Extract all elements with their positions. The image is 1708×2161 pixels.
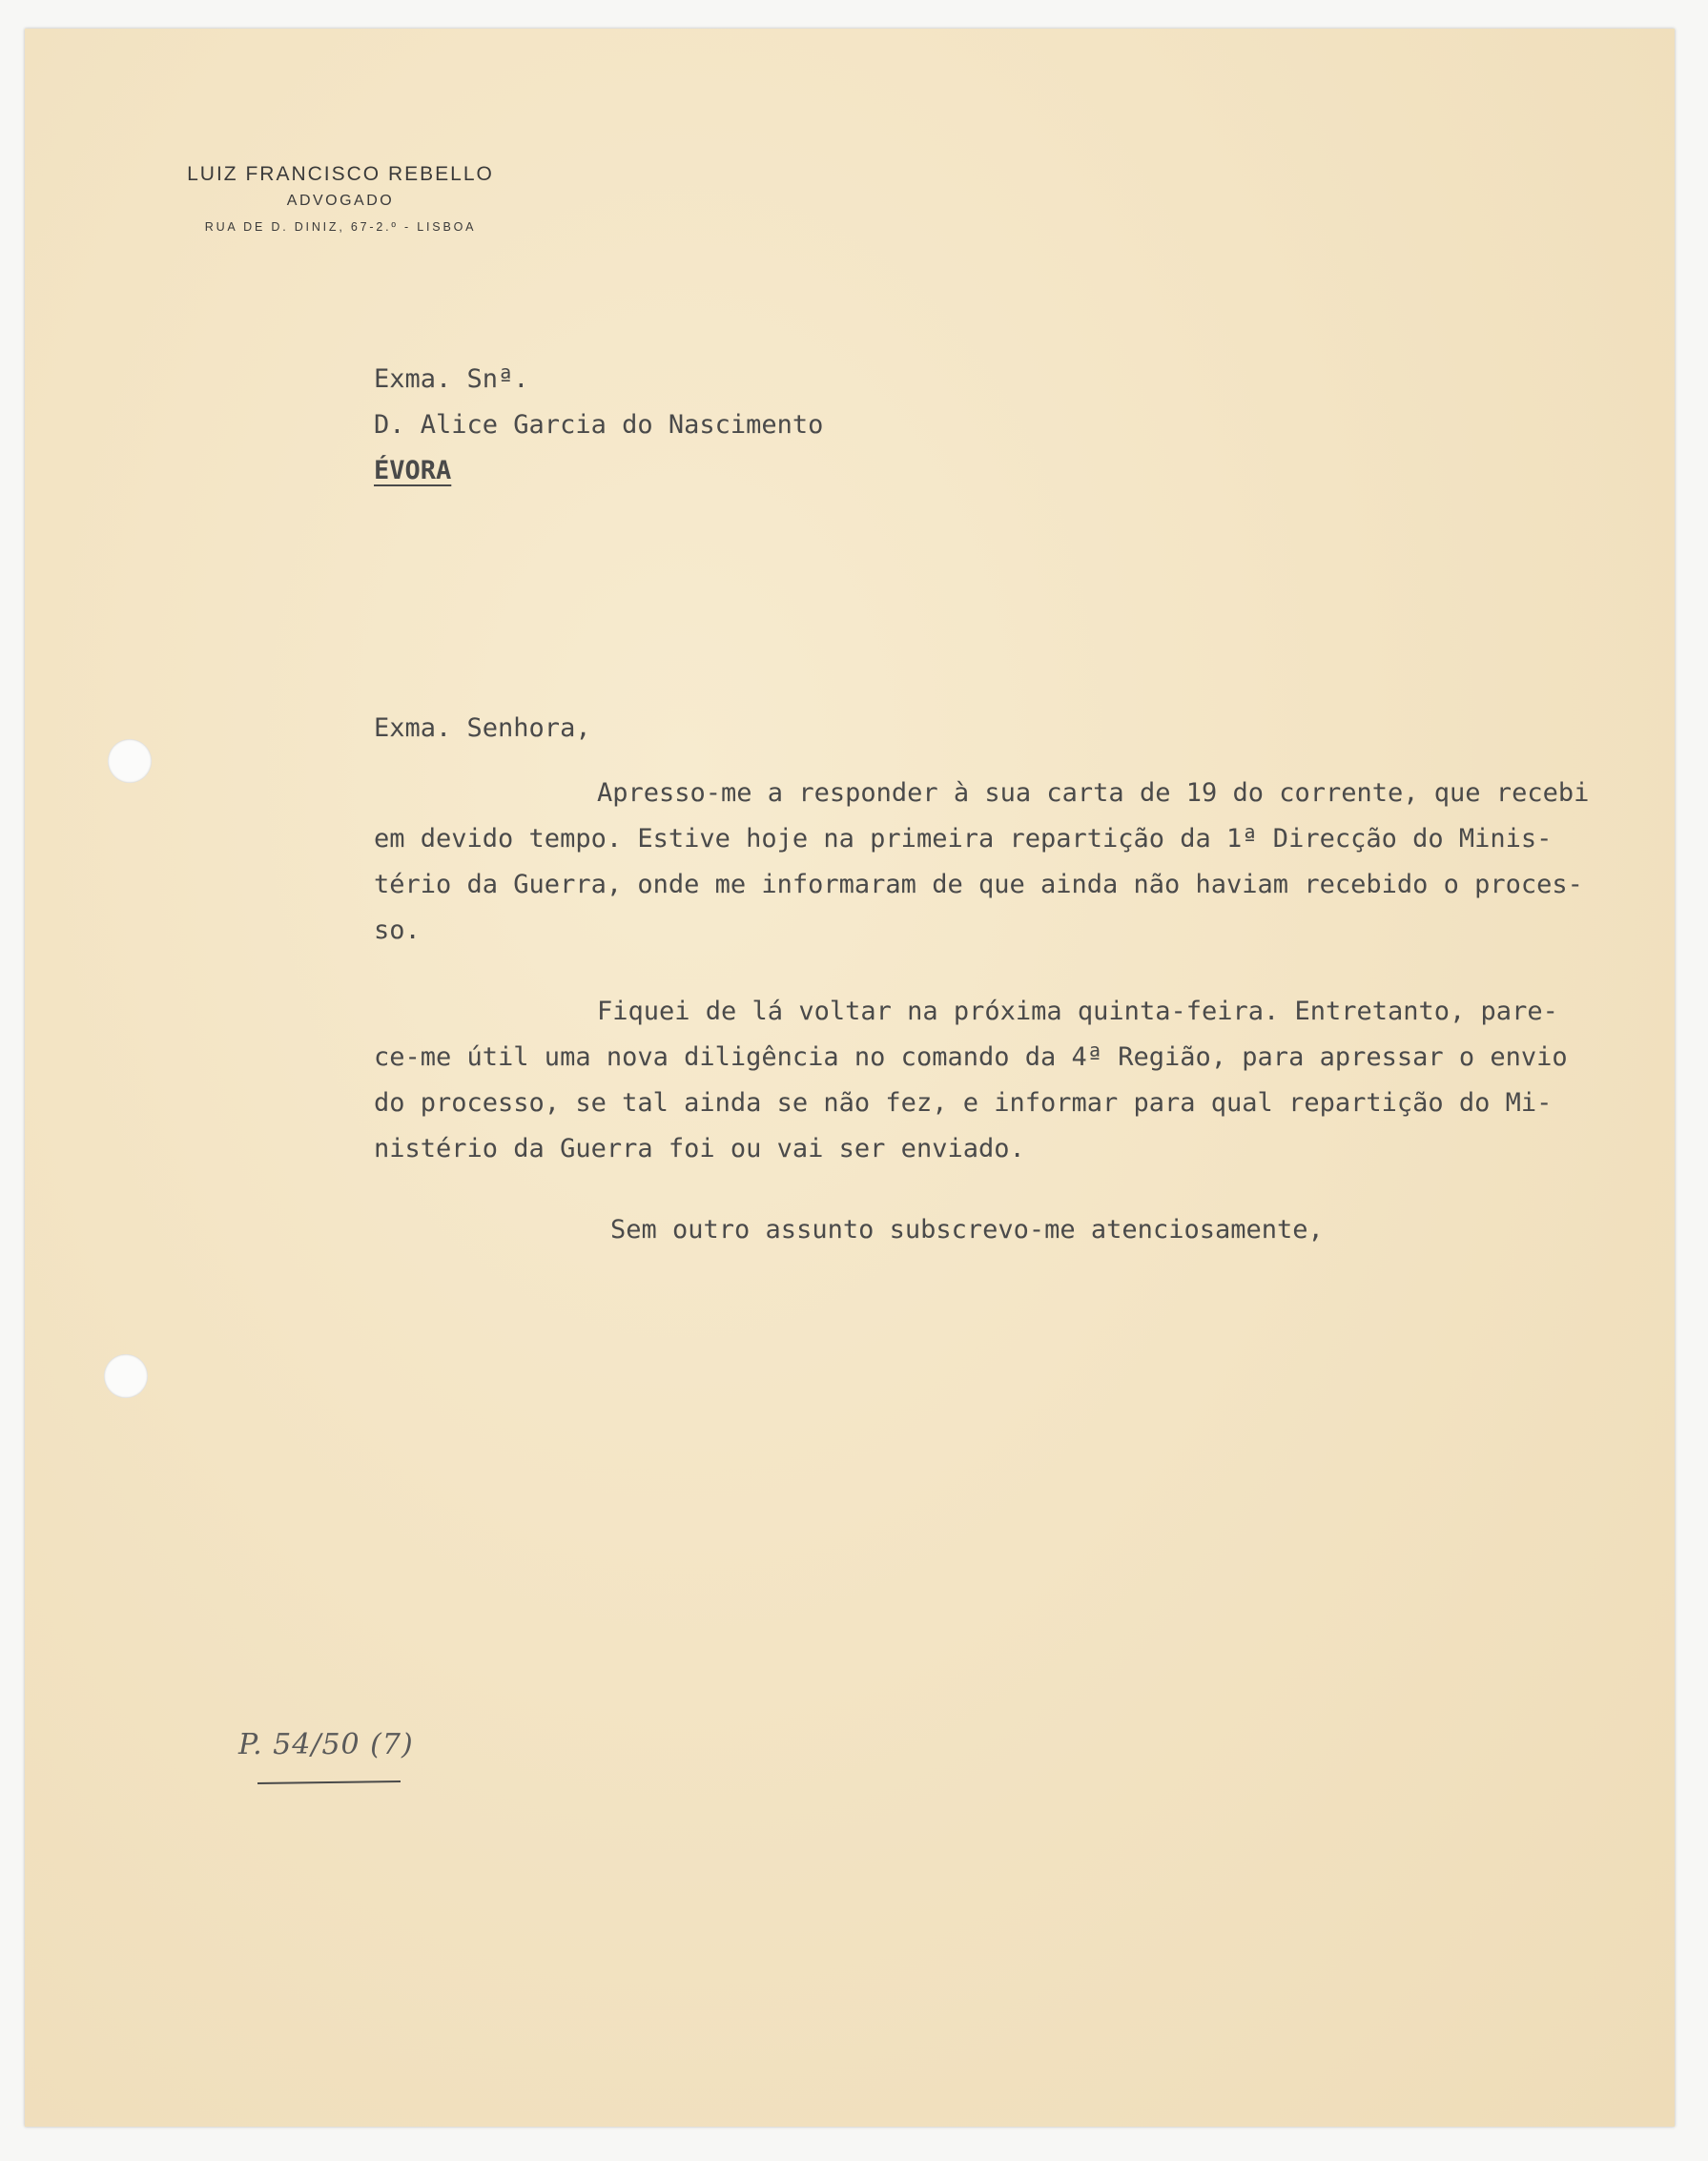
paragraph	[374, 1207, 1604, 1253]
text-line: do processo, se tal ainda se não fez, e informar para qual repartição do Mi-	[374, 1088, 1553, 1118]
punch-hole	[108, 739, 152, 783]
text-line: Apresso-me a responder à sua carta de 19 do corrente, que recebi	[597, 778, 1590, 808]
text-line: so.	[374, 916, 421, 945]
archive-reference: P. 54/50 (7)	[238, 1728, 414, 1761]
letterhead-role: ADVOGADO	[286, 193, 395, 209]
paragraph	[374, 771, 1604, 954]
letterhead	[164, 162, 517, 235]
recipient-title: Exma. Snª.	[374, 364, 529, 394]
letterhead-address: RUA DE D. DINIZ, 67-2.º - LISBOA	[204, 220, 477, 234]
recipient-block	[374, 357, 823, 494]
text-line: tério da Guerra, onde me informaram de que ainda não haviam recebido o proces-	[374, 870, 1583, 899]
recipient-name: D. Alice Garcia do Nascimento	[374, 410, 824, 440]
closing-line: Sem outro assunto subscrevo-me atenciosamente,	[610, 1215, 1324, 1245]
letter-body	[374, 771, 1604, 1288]
text-line: nistério da Guerra foi ou vai ser enviado.	[374, 1134, 1025, 1163]
punch-hole	[104, 1354, 148, 1398]
salutation: Exma. Senhora,	[374, 713, 591, 743]
text-line: Fiquei de lá voltar na próxima quinta-feira. Entretanto, pare-	[597, 997, 1558, 1026]
text-line: ce-me útil uma nova diligência no comando da 4ª Região, para apressar o envio	[374, 1042, 1568, 1072]
paragraph	[374, 989, 1604, 1172]
recipient-city: ÉVORA	[374, 456, 452, 485]
text-line: em devido tempo. Estive hoje na primeira repartição da 1ª Direcção do Minis-	[374, 824, 1553, 854]
letterhead-name: LUIZ FRANCISCO REBELLO	[187, 163, 494, 185]
